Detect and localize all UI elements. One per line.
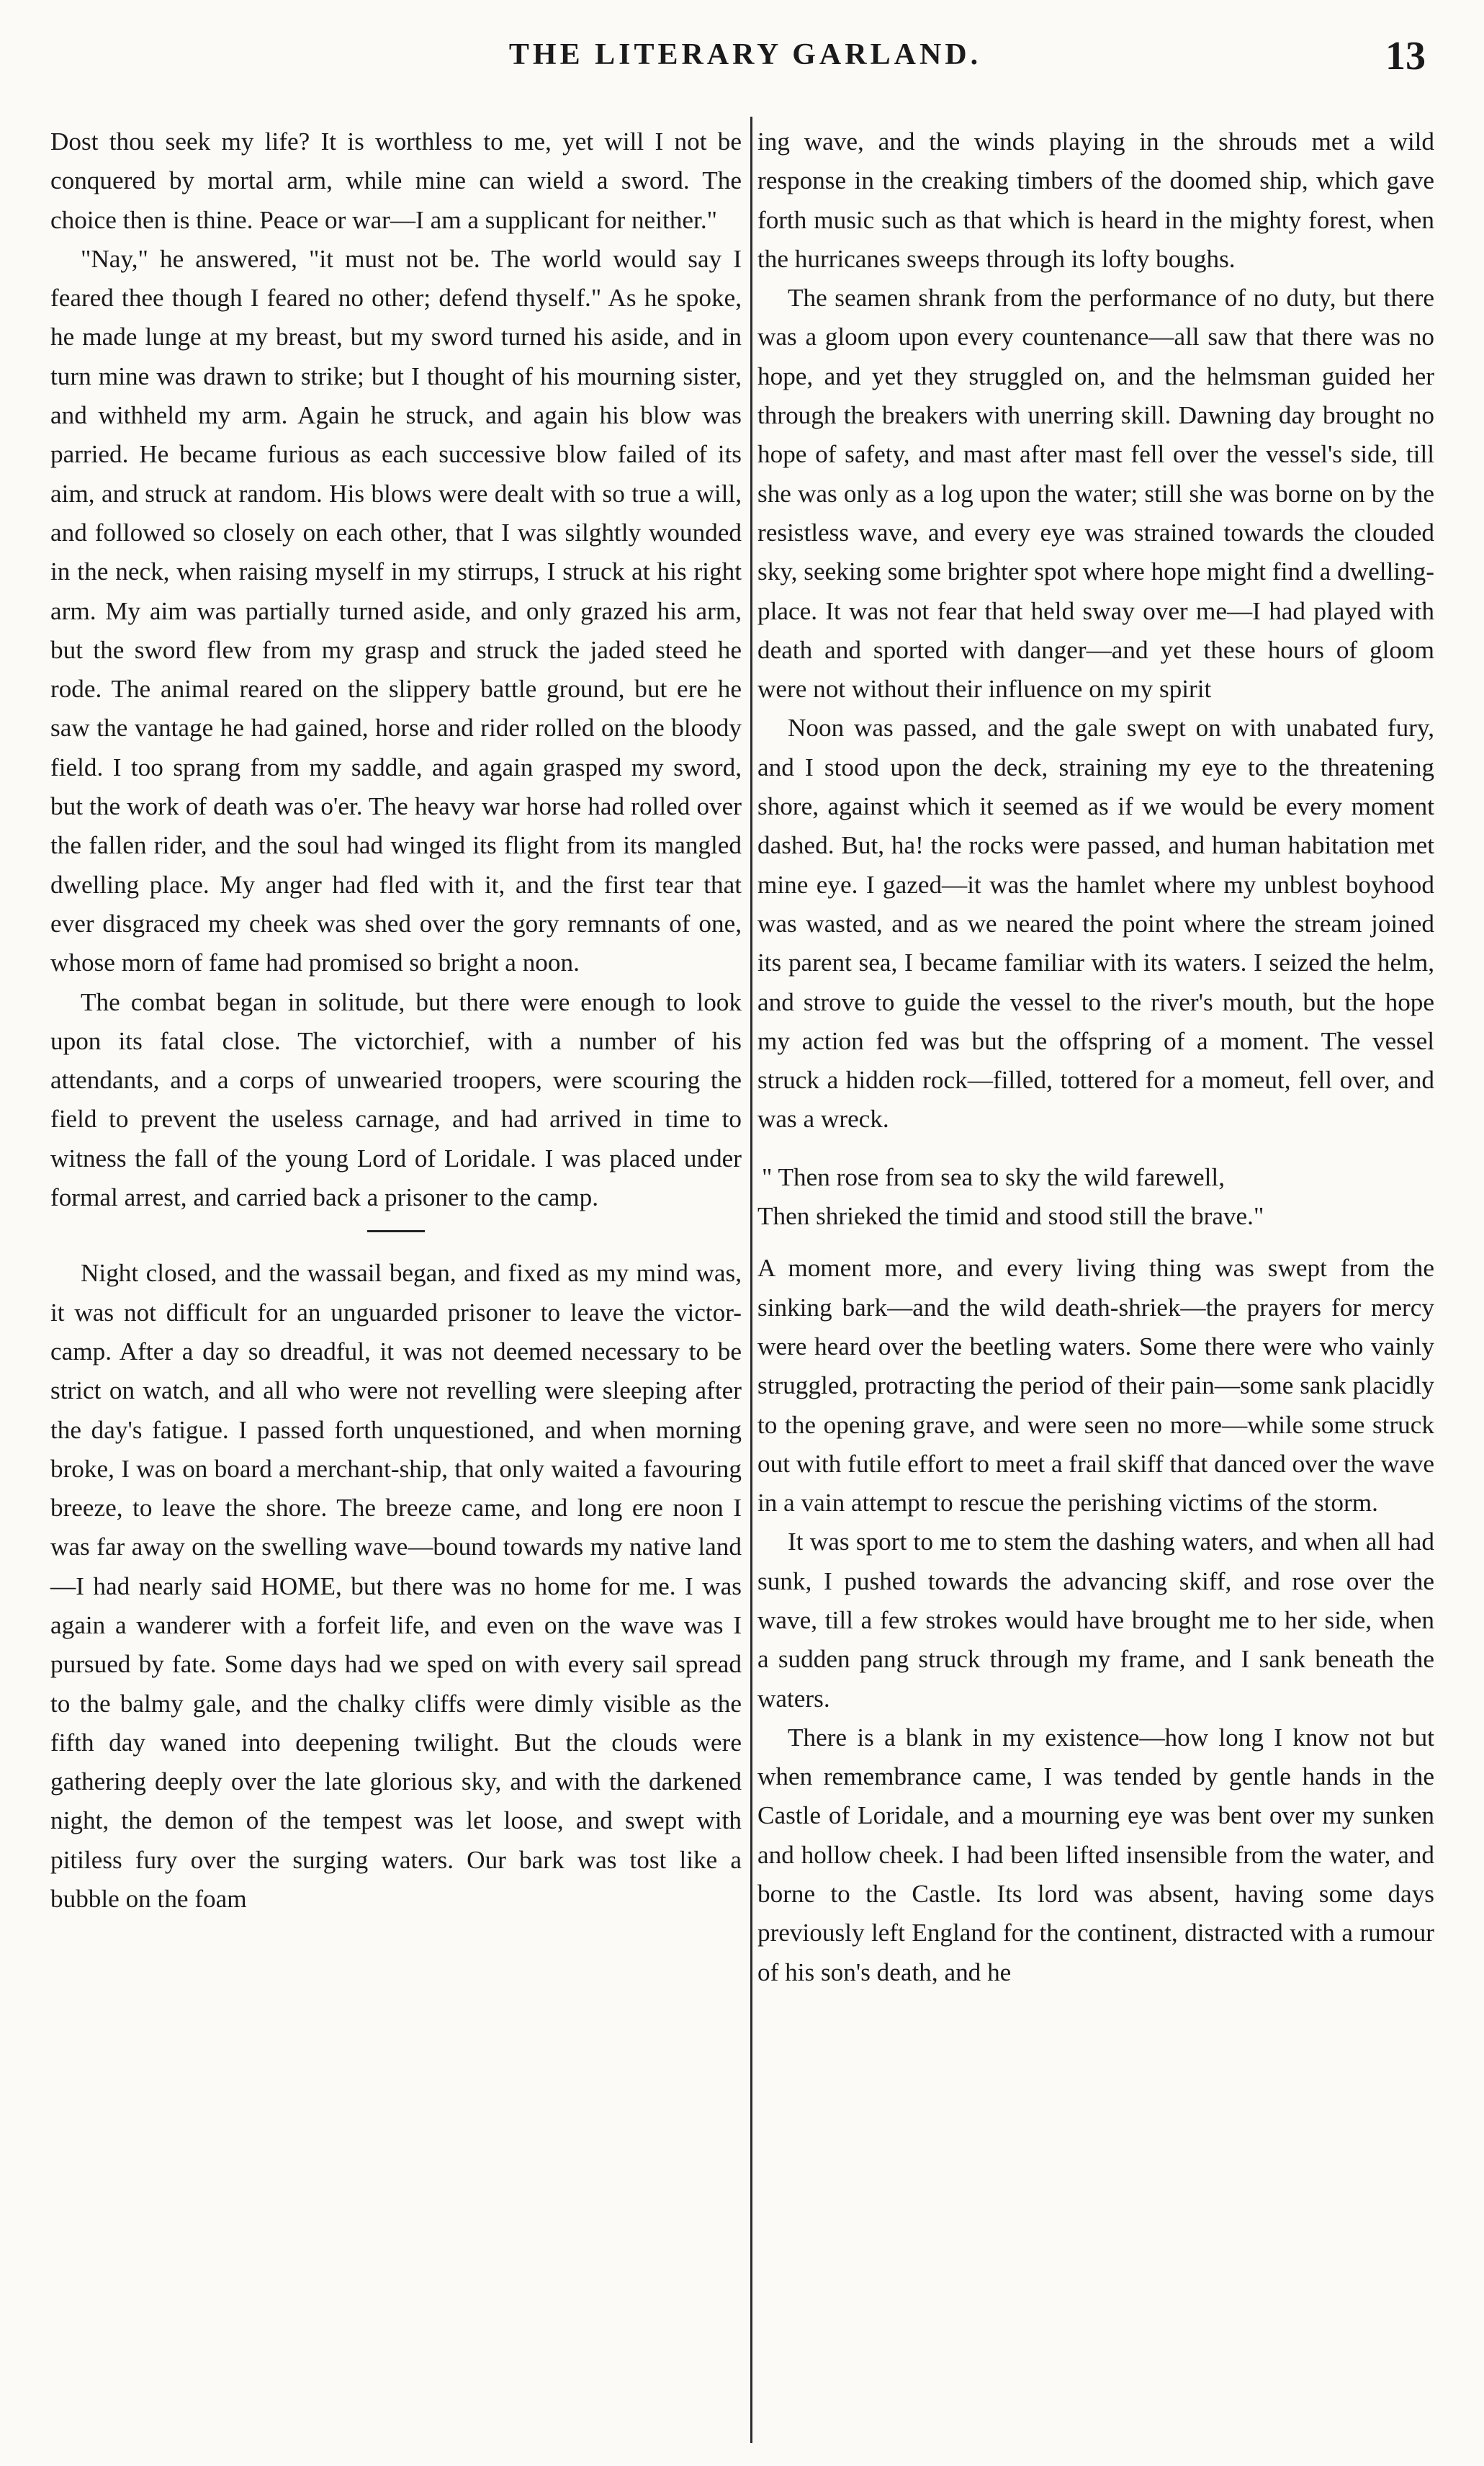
paragraph: The combat began in solitude, but there were enough to look upon its fatal close. The victorchief, with a number of his attendants, and a corps of unwearied troopers, were scouring the field to prevent the useless carnage, and had arrived in time to witness the fall of the young Lord of Loridale. I was placed under formal arrest, and carried back a prisoner to the camp. bbox=[50, 987, 742, 1212]
section-divider bbox=[367, 1230, 425, 1232]
running-title: THE LITERARY GARLAND. bbox=[508, 38, 982, 71]
page-number: 13 bbox=[1385, 34, 1426, 79]
paragraph: Dost thou seek my life? It is worthless to me, yet will I not be conquered by mortal arm, while mine can wield a sword. The choice then is thine. Peace or war—I am a supplicant for neither." bbox=[50, 127, 742, 234]
paragraph: "Nay," he answered, "it must not be. The world would say I feared thee though I feared no other; defend thyself." As he spoke, he made lunge at my breast, but my sword turned his aside, and in turn mine was drawn to strike; but I thought of his mourning sister, and withheld my arm. Again he struck, and again his blow was parried. He became furious as each successive blow failed of its aim, and struck at random. His blows were dealt with so true a will, and followed so closely on each other, that I was silghtly wounded in the neck, when raising myself in my stirrups, I struck at his right arm. My aim was partially turned aside, and only grazed his arm, but the sword flew from my grasp and struck the jaded steed he rode. The animal reared on the slippery battle ground, but ere he saw the vantage he had gained, horse and rider rolled on the bloody field. I too sprang from my saddle, and again grasped my sword, but the work of death was o'er. The heavy war horse had rolled over the fallen rider, and the soul had winged its flight from its mangled dwelling place. My anger had fled with it, and the first tear that ever disgraced my cheek was shed over the gory remnants of one, whose morn of fame had promised so bright a noon. bbox=[50, 244, 742, 977]
paragraph: Noon was passed, and the gale swept on with unabated fury, and I stood upon the deck, straining my eye to the threatening shore, against which it seemed as if we would be every moment dashed. But, ha! the rocks were passed, and human habitation met mine eye. I gazed—it was the hamlet where my unblest boyhood was wasted, and as we neared the point where the stream joined its parent sea, I became familiar with its waters. I seized the helm, and strove to guide the vessel to the river's mouth, but the hope my action fed was but the offspring of a moment. The vessel struck a hidden rock—filled, tottered for a momeut, fell over, and was a wreck. bbox=[757, 714, 1434, 1134]
verse-line: " Then rose from sea to sky the wild farewell, bbox=[762, 1162, 1225, 1191]
verse-line: Then shrieked the timid and stood still the brave." bbox=[757, 1202, 1264, 1231]
paragraph: There is a blank in my existence—how long I know not but when remembrance came, I was tended by gentle hands in the Castle of Loridale, and a mourning eye was bent over my sunken and hollow cheek. I had been lifted insensible from the water, and borne to the Castle. Its lord was absent, having some days previously left England for the continent, distracted with a rumour of his son's death, and he bbox=[757, 1723, 1434, 1986]
paragraph: It was sport to me to stem the dashing waters, and when all had sunk, I pushed towards the advancing skiff, and rose over the wave, till a few strokes would have brought me to her side, when a sudden pang struck through my frame, and I sank beneath the waters. bbox=[757, 1528, 1434, 1713]
paragraph: ing wave, and the winds playing in the shrouds met a wild response in the creaking timbers of the doomed ship, which gave forth music such as that which is heard in the mighty forest, when the hurricanes sweeps through its lofty boughs. bbox=[757, 127, 1434, 273]
page-header bbox=[65, 34, 1426, 88]
left-column bbox=[50, 122, 742, 1919]
paragraph: The seamen shrank from the performance of no duty, but there was a gloom upon every countenance—all saw that there was no hope, and yet they struggled on, and the helmsman guided her through the breakers with unerring skill. Dawning day brought no hope of safety, and mast after mast fell over the vessel's side, till she was only as a log upon the water; still she was borne on by the resistless wave, and every eye was strained towards the clouded sky, seeking some brighter spot where hope might find a dwelling-place. It was not fear that held sway over me—I had played with death and sported with danger—and yet these hours of gloom were not without their influence on my spirit bbox=[757, 284, 1434, 704]
paragraph: A moment more, and every living thing was swept from the sinking bark—and the wild death-shriek—the prayers for mercy were heard over the beetling waters. Some there were who vainly struggled, protracting the period of their pain—some sank placidly to the opening grave, and were seen no more—while some struck out with futile effort to meet a frail skiff that danced over the wave in a vain attempt to rescue the perishing victims of the storm. bbox=[757, 1254, 1434, 1517]
right-column bbox=[757, 122, 1434, 1992]
column-rule bbox=[750, 117, 752, 2443]
paragraph: Night closed, and the wassail began, and fixed as my mind was, it was not difficult for an unguarded prisoner to leave the victor-camp. After a day so dreadful, it was not deemed necessary to be strict on watch, and all who were not revelling were sleeping after the day's fatigue. I passed forth unquestioned, and when morning broke, I was on board a merchant-ship, that only waited a favouring breeze, to leave the shore. The breeze came, and long ere noon I was far away on the swelling wave—bound towards my native land—I had nearly said HOME, but there was no home for me. I was again a wanderer with a forfeit life, and even on the wave was I pursued by fate. Some days had we sped on with every sail spread to the balmy gale, and the chalky cliffs were dimly visible as the fifth day waned into deepening twilight. But the clouds were gathering deeply over the late glorious sky, and with the darkened night, the demon of the tempest was let loose, and swept with pitiless fury over the surging waters. Our bark was tost like a bubble on the foam bbox=[50, 1259, 742, 1914]
verse-quotation bbox=[757, 1158, 1434, 1237]
